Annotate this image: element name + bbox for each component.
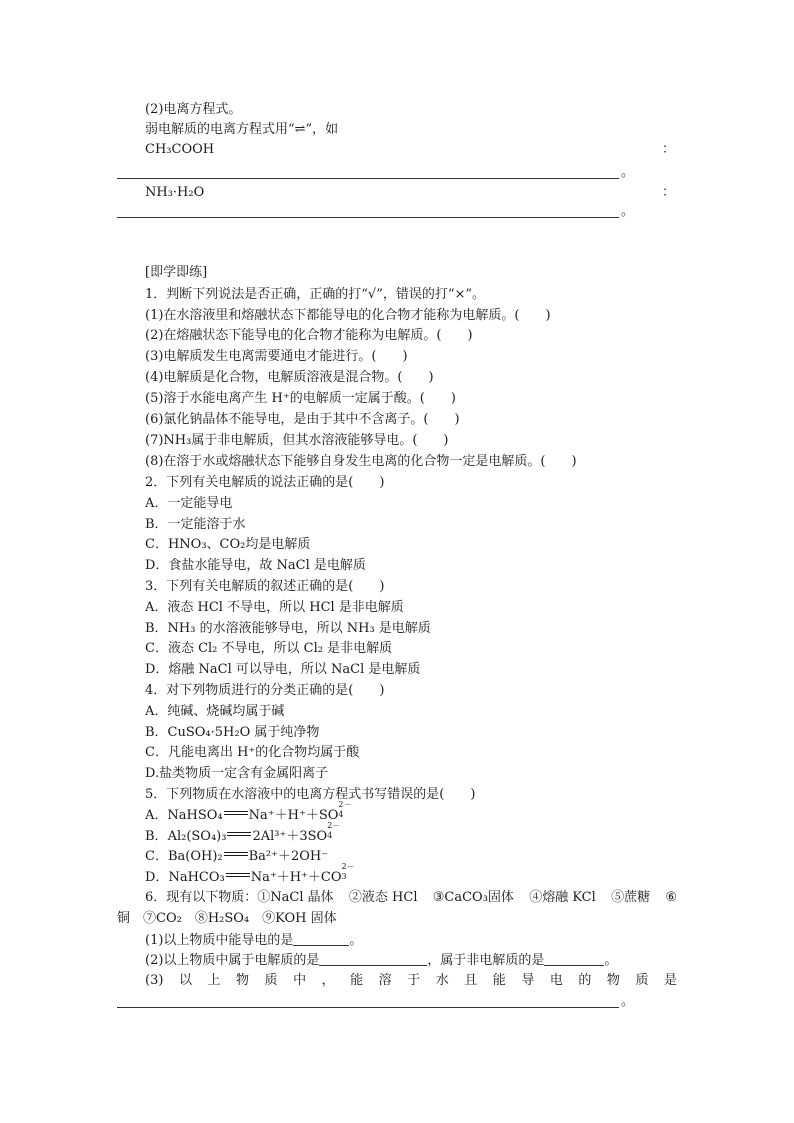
subscript: 4 [338,810,344,819]
q1-item[interactable]: (8)在溶于水或熔融状态下能够自身发生电离的化合物一定是电解质。( ) [145,454,577,469]
q4-option-a[interactable]: A．纯碱、烧碱均属于碱 [145,704,285,719]
q5-option-c[interactable] [145,848,328,866]
q6-part3 [145,972,677,990]
option-label: B． [145,829,168,844]
equation-right: 2Al³⁺＋3SO [252,829,328,844]
q6-part2 [145,951,617,970]
q6-stem [145,889,677,907]
equation-right: Na⁺＋H⁺＋CO [250,870,342,885]
q1-item[interactable]: (1)在水溶液里和熔融状态下都能导电的化合物才能称为电解质。( ) [145,308,551,323]
q5-option-d[interactable] [145,862,355,887]
q1-item[interactable]: (7)NH₃属于非电解质，但其水溶液能够导电。( ) [145,433,449,448]
q6-word: 质 [635,973,649,988]
q2-option-a[interactable]: A．一定能导电 [145,496,233,511]
q6-word: 于 [407,973,421,988]
q6-word: 中 [293,973,307,988]
equation-left: NaHCO₃ [168,870,225,885]
q6-part2-text: (2)以上物质中属于电解质的是 [145,953,320,968]
q1-item[interactable]: (3)电解质发生电离需要通电才能进行。( ) [145,349,408,364]
option-label: C． [145,849,168,864]
q6-word: 物 [236,973,250,988]
q6-word: ②液态 HCl [348,890,418,905]
q6-word: ， [321,973,335,988]
equals-sign [224,852,248,856]
charge: 2－ [327,821,341,830]
q5-option-a[interactable] [145,800,352,825]
q3-stem: 3．下列有关电解质的叙述正确的是( ) [145,579,385,594]
nh3h2o-label: NH₃·H₂O [145,185,205,200]
q4-option-c[interactable]: C．凡能电离出 H⁺的化合物均属于酸 [145,745,360,760]
q6-part2-text: ，属于非电解质的是 [427,953,545,968]
answer-blank[interactable] [293,931,349,946]
charge: 2－ [338,800,352,809]
answer-line-nh3h2o[interactable] [117,217,619,218]
equals-sign [226,873,250,877]
period: 。 [621,204,635,219]
q6-word: 上 [207,973,221,988]
equals-sign [227,832,251,836]
equation-left: NaHSO₄ [167,808,223,823]
colon: ： [662,142,676,157]
q6-word: 水 [435,973,449,988]
q6-word: ④熔融 KCl [529,890,596,905]
option-label: A． [145,808,168,823]
charge: 2－ [341,862,355,871]
subscript: 3 [341,872,347,881]
q2-option-b[interactable]: B．一定能溶于水 [145,517,246,532]
section-title: (2)电离方程式。 [145,102,242,117]
punctuation: 。 [349,933,363,948]
q5-stem: 5．下列物质在水溶液中的电离方程式书写错误的是( ) [145,787,476,802]
equation-left: Al₂(SO₄)₃ [167,829,227,844]
q4-option-b[interactable]: B．CuSO₄·5H₂O 属于纯净物 [145,725,320,740]
option-label: D． [145,870,169,885]
q4-option-d[interactable]: D.盐类物质一定含有金属阳离子 [145,766,329,781]
q6-word: 导 [521,973,535,988]
equals-sign [224,811,248,815]
equation-left: Ba(OH)₂ [167,849,223,864]
period: 。 [621,165,635,180]
q6-word: ⑤蔗糖 [611,890,651,905]
q6-word: 以 [178,973,192,988]
answer-line-q6-part3[interactable] [117,1007,619,1008]
colon: ： [662,185,676,200]
q6-word: 是 [663,973,677,988]
q1-item[interactable]: (5)溶于水能电离产生 H⁺的电解质一定属于酸。( ) [145,391,456,406]
q6-word: 电 [549,973,563,988]
q1-item[interactable]: (4)电解质是化合物，电解质溶液是混合物。( ) [145,370,434,385]
equation-right: Ba²⁺＋2OH⁻ [248,849,329,864]
q6-word: 质 [264,973,278,988]
q2-stem: 2．下列有关电解质的说法正确的是( ) [145,475,385,490]
q6-word: 能 [350,973,364,988]
q6-part1 [145,931,362,950]
q6-word: 物 [606,973,620,988]
period: 。 [621,994,635,1009]
q6-word: 溶 [378,973,392,988]
q2-option-c[interactable]: C．HNO₃、CO₂均是电解质 [145,537,311,552]
q6-stem-continued: 铜 ⑦CO₂ ⑧H₂SO₄ ⑨KOH 固体 [117,911,337,926]
practice-header: [即学即练] [145,265,208,280]
punctuation: 。 [604,953,618,968]
q5-option-b[interactable] [145,821,341,846]
q3-option-c[interactable]: C．液态 Cl₂ 不导电，所以 Cl₂ 是非电解质 [145,641,393,656]
equation-right: Na⁺＋H⁺＋SO [248,808,339,823]
q6-word: 能 [492,973,506,988]
answer-line-ch3cooh[interactable] [117,178,619,179]
q2-option-d[interactable]: D．食盐水能导电，故 NaCl 是电解质 [145,558,366,573]
section-intro: 弱电解质的电离方程式用“⇌”，如 [145,122,339,137]
q6-word: ③CaCO₃固体 [432,890,514,905]
q6-part1-text: (1)以上物质中能导电的是 [145,933,294,948]
q1-item[interactable]: (6)氯化钠晶体不能导电，是由于其中不含离子。( ) [145,412,460,427]
ch3cooh-label: CH₃COOH [145,142,215,157]
q6-word: 6．现有以下物质：①NaCl 晶体 [145,890,334,905]
q6-word: (3) [145,973,164,988]
q3-option-d[interactable]: D．熔融 NaCl 可以导电，所以 NaCl 是电解质 [145,662,421,677]
q6-word: ⑥ [665,890,677,905]
answer-blank[interactable] [544,951,604,966]
q1-stem: 1．判断下列说法是否正确，正确的打“√”，错误的打“×”。 [145,287,486,302]
q4-stem: 4．对下列物质进行的分类正确的是( ) [145,683,385,698]
subscript: 4 [327,831,333,840]
q6-word: 且 [464,973,478,988]
q1-item[interactable]: (2)在熔融状态下能导电的化合物才能称为电解质。( ) [145,328,473,343]
answer-blank[interactable] [319,951,427,966]
q3-option-b[interactable]: B．NH₃ 的水溶液能够导电，所以 NH₃ 是电解质 [145,621,431,636]
q3-option-a[interactable]: A．液态 HCl 不导电，所以 HCl 是非电解质 [145,600,404,615]
q6-word: 的 [578,973,592,988]
